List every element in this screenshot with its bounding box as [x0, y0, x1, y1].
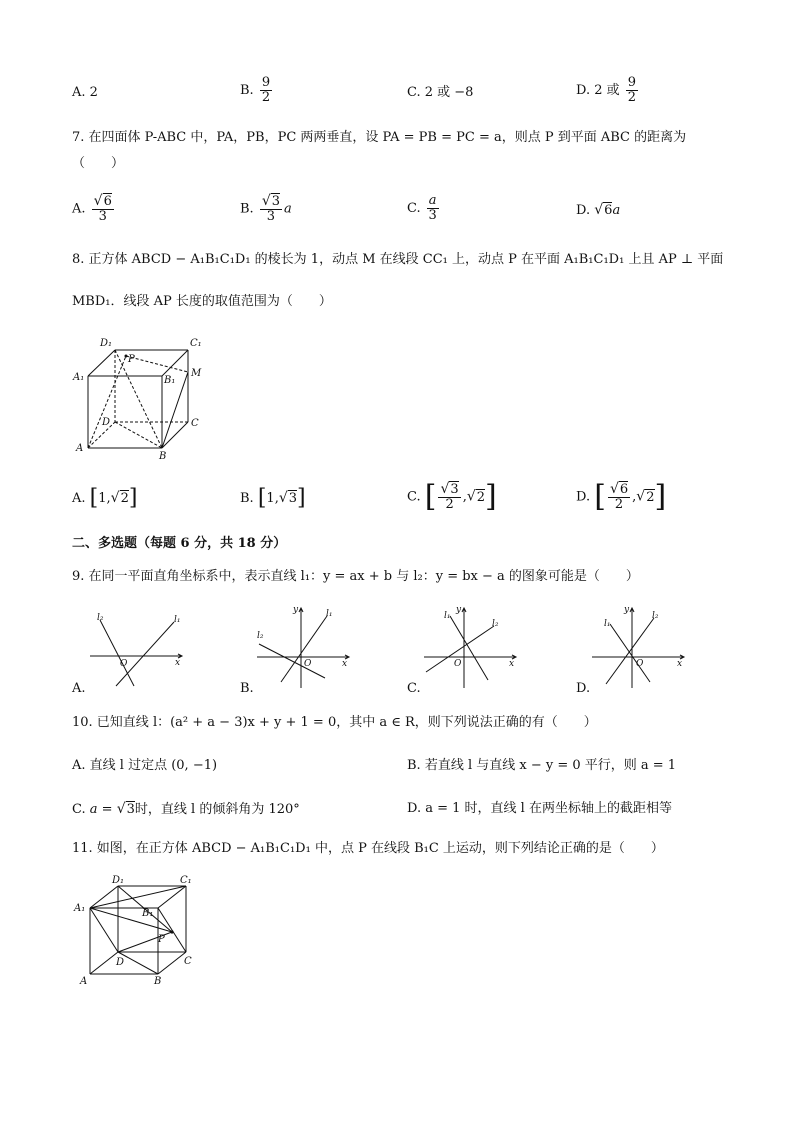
- q7-option-b-den: 3: [266, 209, 276, 224]
- q7-option-d-var: a: [612, 203, 621, 218]
- q9c-label-y: y: [456, 605, 462, 615]
- cube2-label-b: B: [154, 976, 162, 987]
- q8-stem-line1: 8. 正方体 ABCD − A₁B₁C₁D₁ 的棱长为 1，动点 M 在线段 CC₁ 上，动点 P 在平面 A₁B₁C₁D₁ 上且 AP ⊥ 平面: [72, 252, 724, 267]
- q8-stem-line2: MBD₁．线段 AP 长度的取值范围为（ ）: [72, 294, 332, 309]
- cube1-label-b1: B₁: [164, 375, 176, 386]
- q9b-label-l1: l₁: [326, 609, 333, 619]
- cube2-label-a1: A₁: [74, 903, 86, 914]
- q8-option-d-rad: 6: [619, 482, 629, 497]
- cube1-label-d1: D₁: [100, 338, 113, 349]
- q9a-label-l1: l₁: [174, 615, 181, 625]
- cube2-label-c: C: [184, 956, 192, 967]
- q7-option-a-den: 3: [98, 209, 107, 224]
- q8-option-c-rad2: 2: [476, 489, 486, 505]
- cube2-label-c1: C₁: [180, 875, 192, 886]
- q9a-label-o: O: [120, 659, 128, 669]
- q9c-label-l1: l₁: [444, 611, 451, 621]
- q8-option-d: D. [ $\frac{√6}{2}$ ,√2]: [576, 479, 667, 514]
- cube1-label-a: A: [76, 443, 84, 454]
- q8-option-d-den: 2: [614, 497, 624, 512]
- q9-option-b: B.: [240, 681, 254, 696]
- q8-option-c-rad: 3: [450, 482, 459, 497]
- q9b-label-o: O: [304, 659, 312, 669]
- cube1-label-d: D: [102, 417, 111, 428]
- q10-stem: 10. 已知直线 l：(a² + a − 3)x + y + 1 = 0，其中 a ∈ R，则下列说法正确的有（ ）: [72, 715, 597, 730]
- q8-option-d-prefix: D.: [576, 489, 591, 505]
- q10-option-c: C. a = √3时，直线 l 的倾斜角为 120°: [72, 801, 300, 817]
- q9d-label-o: O: [636, 659, 644, 669]
- cube1-label-m: M: [191, 368, 202, 379]
- q6-option-d-den: 2: [627, 90, 637, 105]
- q9c-label-o: O: [454, 659, 462, 669]
- q9b-label-l2: l₂: [257, 631, 264, 641]
- cube2-label-d: D: [116, 957, 125, 968]
- q10-option-c-rad: 3: [126, 802, 135, 817]
- q9c-label-x: x: [509, 659, 515, 669]
- q9b-label-y: y: [293, 605, 299, 615]
- q7-option-a: A. $\frac{√6}{3}$: [72, 193, 112, 224]
- q6-option-b-num: 9: [261, 75, 271, 90]
- cube1-label-a1: A₁: [73, 372, 85, 383]
- q10-option-a: A. 直线 l 过定点 (0, −1): [72, 758, 218, 773]
- cube2-label-d1: D₁: [112, 875, 125, 886]
- q9a-label-x: x: [175, 658, 181, 668]
- q9c-label-l2: l₂: [492, 619, 499, 629]
- q7-option-a-prefix: A.: [72, 201, 86, 217]
- q7-option-b-var: a: [284, 201, 292, 217]
- q9-graph-b: [255, 602, 355, 690]
- q8-option-a-prefix: A.: [72, 491, 86, 506]
- q8-option-c-prefix: C.: [407, 489, 421, 505]
- q6-option-d-prefix: D. 2 或: [576, 83, 620, 98]
- q8-option-a-lo: 1,: [98, 491, 111, 506]
- cube1-label-b: B: [159, 451, 167, 462]
- q11-cube-figure: [74, 872, 204, 990]
- q6-option-d: [576, 76, 640, 105]
- q6-option-c: C. 2 或 −8: [407, 85, 474, 100]
- q7-option-c-prefix: C.: [407, 201, 421, 216]
- q9-option-d: D.: [576, 681, 591, 696]
- cube1-label-p: P: [128, 354, 135, 365]
- q9a-label-l2: l₂: [97, 613, 104, 623]
- q9-graph-a: [88, 610, 188, 690]
- q10-option-d: D. a = 1 时，直线 l 在两坐标轴上的截距相等: [407, 801, 672, 816]
- cube2-label-p: P: [158, 934, 165, 945]
- cube2-label-b1: B₁: [142, 908, 154, 919]
- q8-option-c-den: 2: [445, 497, 454, 512]
- q9d-label-l2: l₂: [652, 611, 659, 621]
- section-heading-multi-choice: 二、多选题（每题 6 分，共 18 分）: [72, 536, 287, 551]
- q8-option-b-rad: 3: [288, 491, 298, 506]
- q9d-label-y: y: [624, 605, 630, 615]
- q10-option-b: B. 若直线 l 与直线 x − y = 0 平行，则 a = 1: [407, 758, 677, 773]
- q8-option-a: A. [1,√2]: [72, 485, 138, 511]
- q11-stem: 11. 如图，在正方体 ABCD − A₁B₁C₁D₁ 中，点 P 在线段 B₁C 上运动，则下列结论正确的是（ ）: [72, 841, 664, 856]
- q9-graph-d: [590, 602, 690, 690]
- q7-option-b-rad: 3: [271, 194, 281, 209]
- q7-stem-line2: （ ）: [72, 156, 125, 171]
- q8-option-a-rad: 2: [120, 491, 129, 506]
- q6-option-b-prefix: B.: [240, 83, 254, 98]
- q7-option-c-num: a: [428, 193, 437, 208]
- q8-option-c: C. [ $\frac{√3}{2}$ ,√2]: [407, 479, 497, 514]
- cube1-label-c1: C₁: [190, 338, 202, 349]
- q6-option-b: [240, 76, 274, 105]
- q10-option-c-prefix: C.: [72, 802, 86, 817]
- cube2-label-a: A: [80, 976, 88, 987]
- q8-option-b-lo: 1,: [266, 491, 279, 506]
- q9d-label-x: x: [677, 659, 683, 669]
- q8-option-d-rad2: 2: [646, 489, 655, 505]
- q9-option-a: A.: [72, 681, 86, 696]
- q8-option-b: B. [1,√3]: [240, 485, 306, 511]
- q7-option-c-den: 3: [428, 208, 437, 223]
- q7-option-b-prefix: B.: [240, 201, 254, 217]
- q7-option-b: B. $\frac{√3}{3}$ a: [240, 193, 292, 224]
- q8-cube-figure: [70, 332, 210, 462]
- q7-option-d-prefix: D.: [576, 203, 591, 218]
- cube1-label-c: C: [191, 418, 199, 429]
- q9b-label-x: x: [342, 659, 348, 669]
- q9d-label-l1: l₁: [604, 619, 611, 629]
- q6-option-b-den: 2: [261, 90, 271, 105]
- q9-stem: 9. 在同一平面直角坐标系中，表示直线 l₁：y = ax + b 与 l₂：y = bx − a 的图象可能是（ ）: [72, 569, 639, 584]
- q9-graph-c: [422, 602, 522, 690]
- q7-option-a-rad: 6: [103, 194, 112, 209]
- q6-option-d-num: 9: [627, 75, 637, 90]
- q7-option-c: [407, 194, 441, 223]
- q7-option-d-rad: 6: [604, 203, 613, 218]
- q7-stem-line1: 7. 在四面体 P-ABC 中，PA，PB，PC 两两垂直，设 PA = PB = PC = a，则点 P 到平面 ABC 的距离为: [72, 130, 687, 145]
- q10-option-c-text: 时，直线 l 的倾斜角为 120°: [134, 802, 300, 817]
- q7-option-d: D. √6a: [576, 202, 621, 218]
- q9-option-c: C.: [407, 681, 421, 696]
- q8-option-b-prefix: B.: [240, 491, 254, 506]
- q6-option-a: A. 2: [72, 85, 98, 100]
